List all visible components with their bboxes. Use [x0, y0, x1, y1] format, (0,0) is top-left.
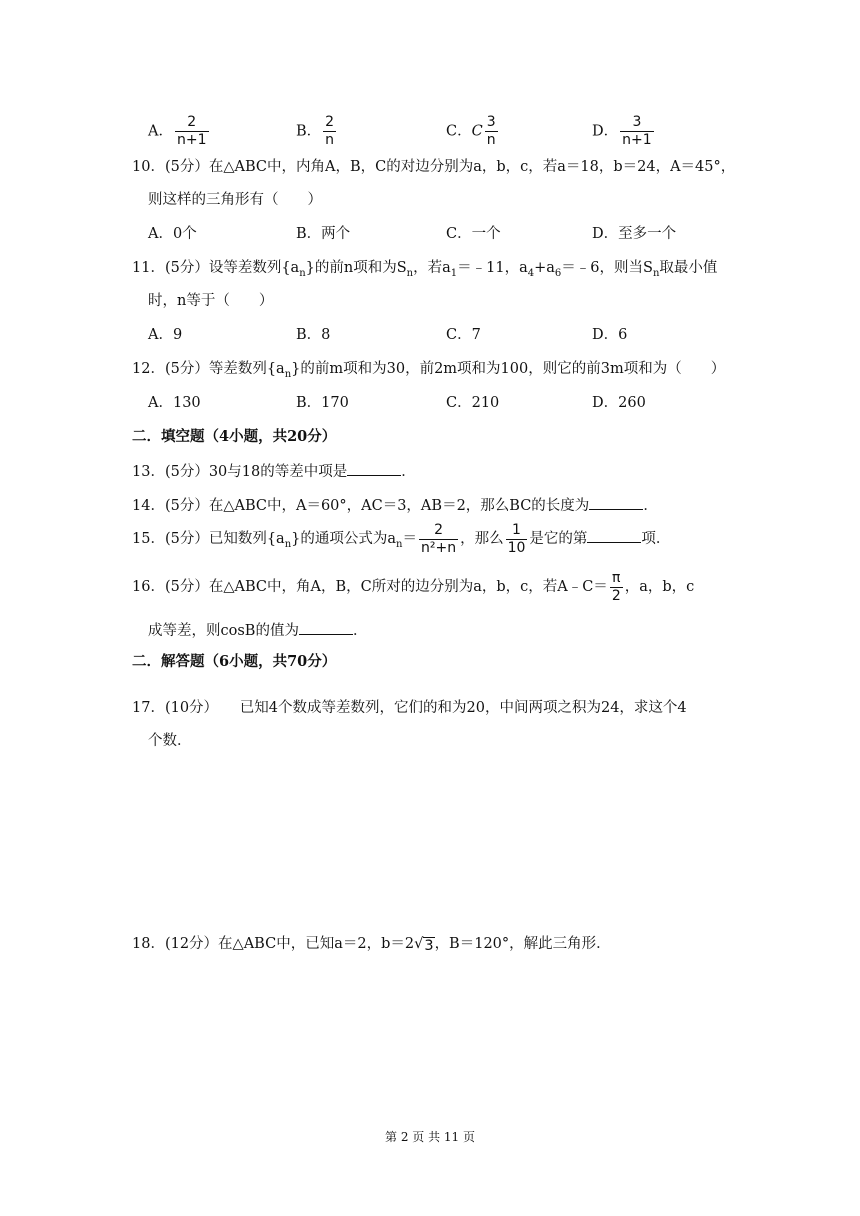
text: 14．(5分）在△ABC中，A＝60°，AC＝3，AB＝2，那么BC的长度为: [132, 498, 590, 514]
q10-option-a: A．0个: [148, 226, 197, 242]
numerator: 1: [512, 521, 521, 538]
text: 16．(5分）在△ABC中，角A，B，C所对的边分别为a，b，c，若A﹣C＝: [132, 579, 608, 595]
q17-line2: 个数．: [148, 733, 192, 749]
text: 12．(5分）等差数列{a: [132, 361, 285, 377]
radical-sign: √: [414, 936, 424, 952]
q11-option-b: B．8: [296, 327, 331, 343]
denominator: 2: [611, 587, 621, 604]
q12-option-b: B．170: [296, 395, 349, 411]
q11-option-c: C．7: [446, 327, 481, 343]
text: 成等差，则cosB的值为: [148, 623, 299, 639]
numerator: 3: [632, 114, 642, 130]
q12-line1: [132, 359, 725, 385]
q16-line1: [132, 568, 694, 606]
fraction: [485, 114, 498, 149]
option-label: C．: [446, 123, 472, 140]
numerator: 3: [486, 114, 496, 130]
fraction: [506, 522, 528, 557]
q13: [132, 461, 416, 482]
answer-blank: [299, 620, 353, 635]
answer-blank: [589, 495, 643, 510]
q9-option-d: [592, 114, 656, 149]
subscript: n: [284, 538, 292, 550]
q9-options: [0, 108, 860, 152]
numerator: π: [612, 569, 621, 586]
numerator: 2: [325, 114, 335, 130]
fraction: [175, 114, 209, 149]
option-label: A．: [148, 123, 173, 140]
q16-line2: [148, 620, 367, 641]
text: ＝: [402, 531, 417, 547]
q15: [132, 520, 670, 564]
q18: [132, 934, 611, 954]
answer-blank: [347, 461, 401, 476]
text: 13．(5分）30与18的等差中项是: [132, 464, 348, 480]
text: ，若a: [413, 260, 451, 276]
q11-line1: [132, 258, 717, 284]
subscript: n: [299, 267, 306, 279]
text: ．: [352, 623, 368, 639]
text: }的前n项和为S: [305, 260, 407, 276]
denominator: n: [325, 132, 335, 148]
radicand: 3: [424, 938, 434, 954]
square-root: [414, 934, 434, 954]
fraction: [419, 522, 458, 557]
fraction: [323, 114, 336, 149]
text: 是它的第: [529, 531, 588, 547]
text: +a: [534, 260, 555, 276]
denominator: n²+n: [420, 539, 457, 556]
text: 项．: [641, 531, 671, 547]
fraction: [620, 114, 654, 149]
q11-option-d: D．6: [592, 327, 628, 343]
q12-option-c: C．210: [446, 395, 500, 411]
text: ，那么: [460, 531, 504, 547]
denominator: n: [486, 132, 496, 148]
subscript: n: [652, 267, 660, 279]
page-footer: 第 2 页 共 11 页: [385, 1130, 475, 1144]
q11-line2: 时，n等于（ ）: [148, 293, 274, 309]
q10-option-b: B．两个: [296, 226, 351, 242]
subscript: n: [406, 267, 414, 279]
text: ，a，b，c: [624, 579, 695, 595]
q12-option-d: D．260: [592, 395, 646, 411]
text: ＝﹣6，则当S: [561, 260, 653, 276]
q10-option-d: D．至多一个: [592, 226, 677, 242]
numerator: 2: [434, 521, 443, 538]
q12-option-a: A．130: [148, 395, 201, 411]
option-label: B．: [296, 123, 322, 140]
text: ．: [401, 464, 416, 480]
q14: [132, 495, 658, 516]
text: 取最小值: [659, 260, 718, 276]
answer-blank: [587, 528, 641, 543]
subscript: 1: [450, 267, 458, 279]
q11-option-a: A．9: [148, 327, 183, 343]
subscript: 4: [527, 267, 535, 279]
q10-option-c: C．一个: [446, 226, 501, 242]
numerator: 2: [187, 114, 197, 130]
section-fill-blank-title: 二．填空题（4小题，共20分）: [132, 428, 337, 445]
subscript: n: [284, 368, 292, 380]
text: ，B＝120°，解此三角形．: [434, 936, 611, 952]
q9-option-b: [296, 114, 338, 149]
denominator: n+1: [176, 132, 207, 148]
text: 15．(5分）已知数列{a: [132, 531, 285, 547]
denominator: 10: [507, 539, 526, 556]
q17-line1: 17．(10分） 已知4个数成等差数列，它们的和为20，中间两项之积为24，求这个4: [132, 700, 687, 716]
text: }的通项公式为a: [291, 531, 397, 547]
subscript: 6: [554, 267, 562, 279]
text: 11．(5分）设等差数列{a: [132, 260, 300, 276]
text: 18．(12分）在△ABC中，已知a＝2，b＝2: [132, 936, 415, 952]
text: ＝﹣11，a: [457, 260, 528, 276]
q9-option-c: [446, 114, 500, 149]
subscript: n: [396, 538, 403, 550]
text: }的前m项和为30，前2m项和为100，则它的前3m项和为（ ）: [291, 361, 726, 377]
q10-line1: 10．(5分）在△ABC中，内角A，B，C的对边分别为a，b，c，若a＝18，b＝24，A＝45°，: [132, 159, 736, 175]
denominator: n+1: [622, 132, 652, 148]
section-solutions-title: 二．解答题（6小题，共70分）: [132, 653, 337, 670]
option-prefix: C: [471, 123, 483, 140]
text: ．: [643, 498, 658, 514]
q9-option-a: [148, 114, 211, 149]
fraction: [610, 570, 623, 605]
q10-line2: 则这样的三角形有（ ）: [148, 192, 322, 208]
option-label: D．: [592, 123, 619, 140]
